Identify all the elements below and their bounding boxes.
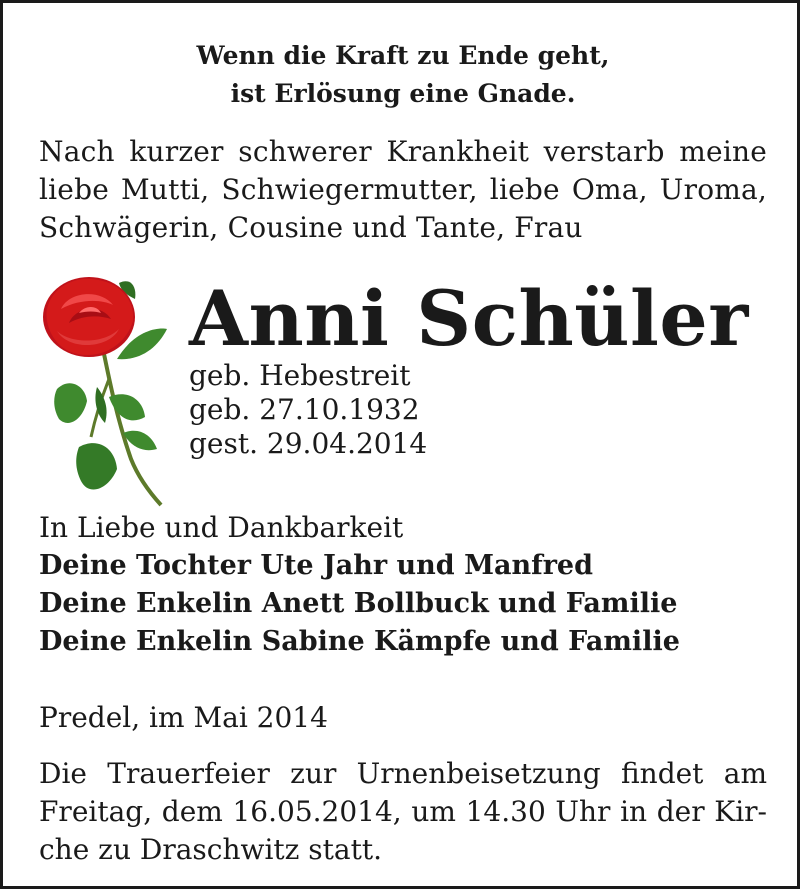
death-date: gest. 29.04.2014 (189, 427, 428, 460)
intro-line-2: liebe Mutti, Schwiegermutter, liebe Oma, Uroma, (39, 173, 767, 206)
deceased-name: Anni Schüler (189, 274, 749, 363)
intro-line-1: Nach kurzer schwerer Krankheit verstarb meine (39, 135, 767, 168)
birth-date: geb. 27.10.1932 (189, 393, 420, 426)
maiden-name: geb. Hebestreit (189, 359, 411, 392)
funeral-line-3: che zu Draschwitz statt. (39, 833, 383, 866)
motto-line-1: Wenn die Kraft zu Ende geht, (196, 41, 610, 70)
funeral-line-1: Die Trauerfeier zur Urnenbeisetzung findet am (39, 757, 767, 790)
motto (39, 37, 767, 113)
mourner-line: Deine Enkelin Sabine Kämpfe und Familie (39, 626, 680, 657)
deceased-facts (189, 359, 427, 461)
place-date: Predel, im Mai 2014 (39, 701, 328, 734)
signoff: In Liebe und Dankbarkeit (39, 511, 404, 544)
motto-line-2: ist Erlösung eine Gnade. (230, 79, 576, 108)
intro-text (39, 133, 767, 247)
mourner-line: Deine Tochter Ute Jahr und Manfred (39, 550, 593, 581)
funeral-notice (39, 755, 767, 869)
intro-line-3: Schwägerin, Cousine und Tante, Frau (39, 211, 583, 244)
mourners-list (39, 547, 680, 661)
red-rose-icon (39, 269, 174, 509)
funeral-line-2: Freitag, dem 16.05.2014, um 14.30 Uhr in der Kir- (39, 795, 767, 828)
mourner-line: Deine Enkelin Anett Bollbuck und Familie (39, 588, 678, 619)
